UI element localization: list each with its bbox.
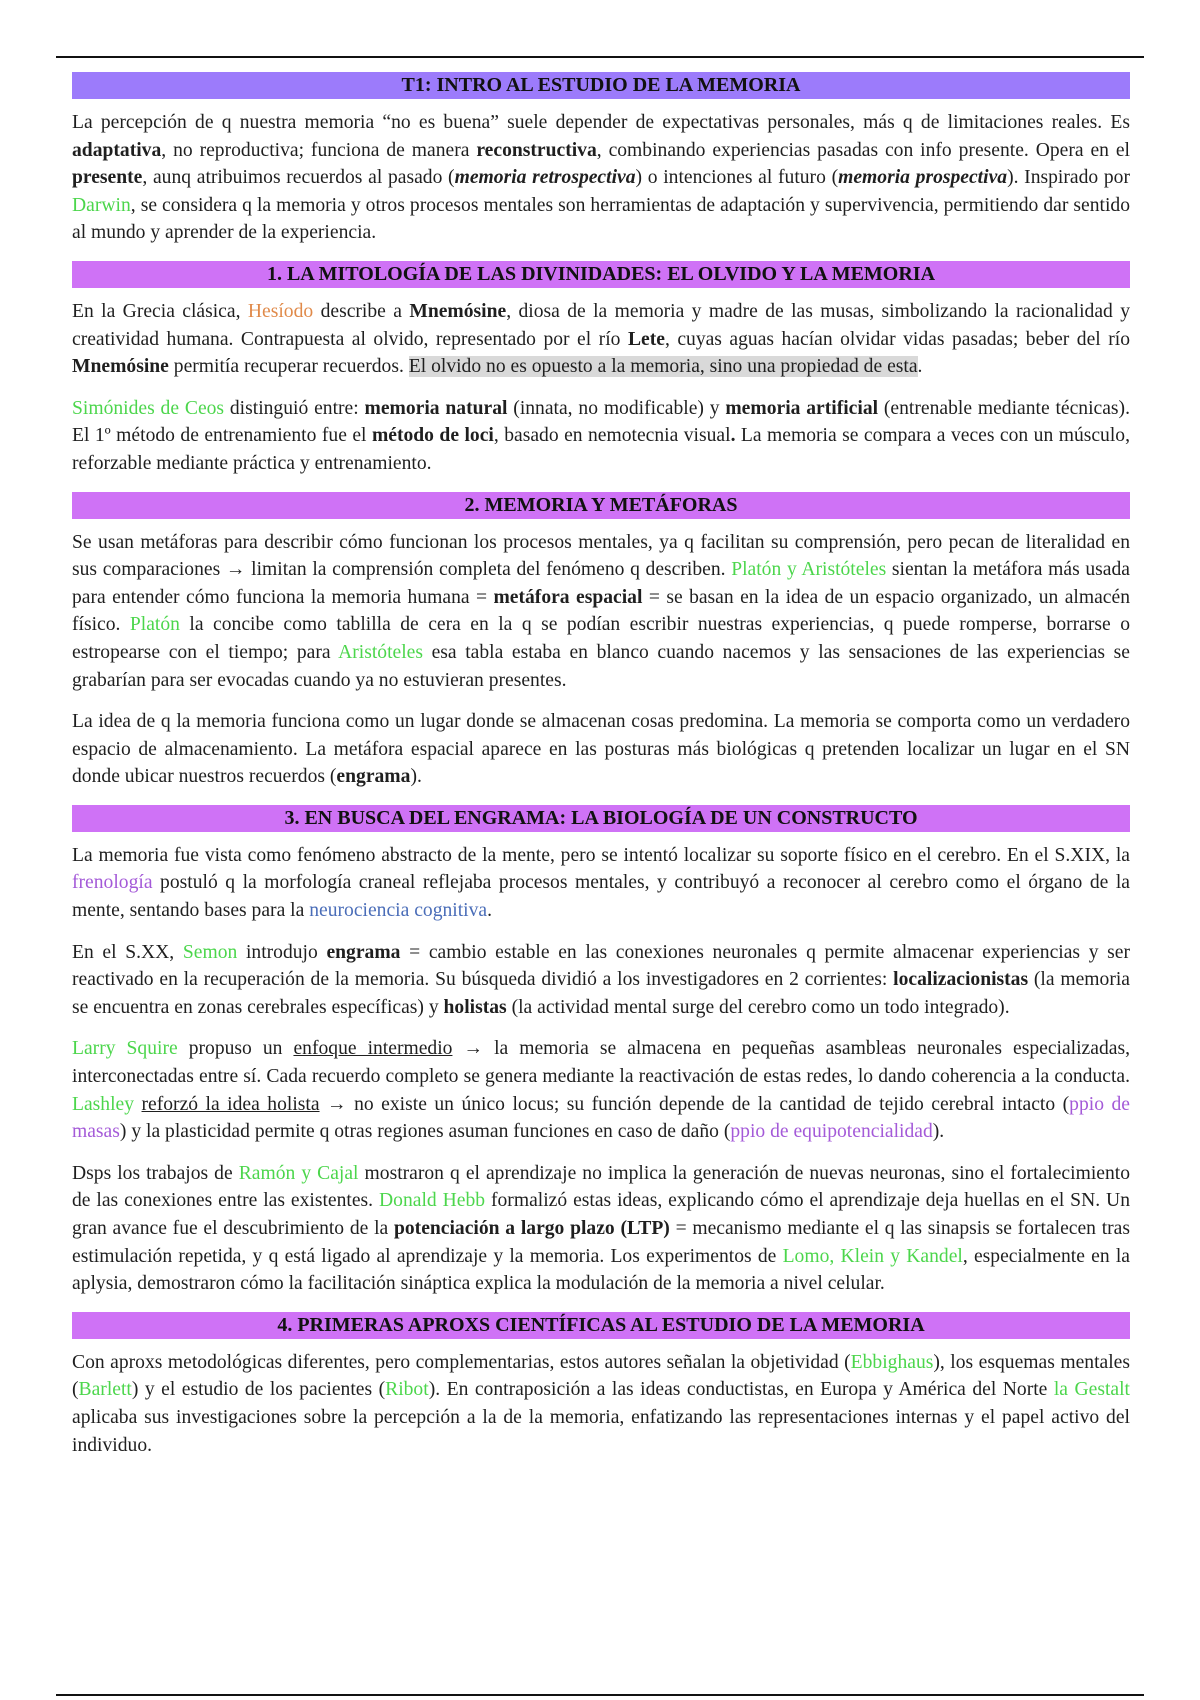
concept-ppio-masas: ppio de masas <box>72 1093 1130 1143</box>
intro-paragraph: La percepción de q nuestra memoria “no es buena” suele depender de expectativas personales, más q de limitaciones reales. Es adaptativa, no reproductiva; funciona de manera reconstructiva, combinando experiencias pasadas con info presente. Opera en el presente, aunq atribuimos recuerdos al pasado (memoria retrospectiva) o intenciones al futuro (memoria prospectiva). Inspirado por Darwin, se considera q la memoria y otros procesos mentales son herramientas de adaptación y supervivencia, permitiendo dar sentido al mundo y aprender de la experiencia. <box>72 112 1130 244</box>
name-aristoteles: Aristóteles <box>338 641 423 663</box>
section-2-paragraph-1: Se usan metáforas para describir cómo funcionan los procesos mentales, ya q facilitan su comprensión, pero pecan de literalidad en sus comparaciones → limitan la comprensión completa del fenómeno q describen. Platón y Aristóteles sientan la metáfora más usada para entender cómo funciona la memoria humana = metáfora espacial = se basan en la idea de un espacio organizado, un almacén físico. Platón la concibe como tablilla de cera en la q se podían escribir nuestras experiencias, q puede romperse, borrarse o estropearse con el tiempo; para Aristóteles esa tabla estaba en blanco cuando nacemos y las sensaciones de las experiencias se grabarían para ser evocadas cuando ya no estuvieran presentes. <box>72 531 1131 691</box>
name-bartlett: Barlett <box>78 1379 132 1401</box>
name-semon: Semon <box>182 941 238 963</box>
section-2-paragraph-2: La idea de q la memoria funciona como un lugar donde se almacenan cosas predomina. La memoria se comporta como un verdadero espacio de almacenamiento. La metáfora espacial aparece en las posturas más biológicas q pretenden localizar un lugar en el SN donde ubicar nuestros recuerdos (engrama). <box>72 711 1130 788</box>
concept-frenologia: frenología <box>72 872 153 894</box>
arrow-icon: → <box>463 1038 484 1060</box>
name-platon: Platón <box>129 614 180 636</box>
section-1-heading: 1. LA MITOLOGÍA DE LAS DIVINIDADES: EL OLVIDO Y LA MEMORIA <box>72 261 1130 288</box>
concept-ppio-equipotencialidad: ppio de equipotencialidad <box>730 1121 933 1143</box>
highlighted-sentence: El olvido no es opuesto a la memoria, sino una propiedad de esta <box>408 356 918 378</box>
name-simonides: Simónides de Ceos <box>72 397 225 419</box>
arrow-icon: → <box>225 559 246 581</box>
section-4-heading: 4. PRIMERAS APROXS CIENTÍFICAS AL ESTUDIO DE LA MEMORIA <box>72 1312 1130 1339</box>
name-darwin: Darwin <box>72 194 131 216</box>
concept-neurociencia: neurociencia cognitiva <box>309 900 488 922</box>
document-body <box>72 72 1130 1473</box>
section-3-paragraph-4: Dsps los trabajos de Ramón y Cajal mostraron q el aprendizaje no implica la generación de nuevas neuronas, sino el fortalecimiento de las conexiones entre las existentes. Donald Hebb formalizó estas ideas, explicando cómo el aprendizaje deja huellas en el SN. Un gran avance fue el descubrimiento de la potenciación a largo plazo (LTP) = mecanismo mediante el q las sinapsis se fortalecen tras estimulación repetida, y q está ligado al aprendizaje y la memoria. Los experimentos de Lomo, Klein y Kandel, especialmente en la aplysia, demostraron cómo la facilitación sináptica explica la modulación de la memoria a nivel celular. <box>72 1162 1131 1295</box>
section-3-paragraph-2: En el S.XX, Semon introdujo engrama = cambio estable en las conexiones neuronales q permite almacenar experiencias y ser reactivado en la recuperación de la memoria. Su búsqueda dividió a los investigadores en 2 corrientes: localizacionistas (la memoria se encuentra en zonas cerebrales específicas) y holistas (la actividad mental surge del cerebro como un todo integrado). <box>72 941 1130 1018</box>
section-3-heading: 3. EN BUSCA DEL ENGRAMA: LA BIOLOGÍA DE UN CONSTRUCTO <box>72 805 1130 832</box>
name-hebb: Donald Hebb <box>379 1190 486 1212</box>
name-ebbinghaus: Ebbighaus <box>850 1351 934 1373</box>
name-ribot: Ribot <box>385 1379 429 1401</box>
section-2-heading: 2. MEMORIA Y METÁFORAS <box>72 492 1130 519</box>
section-3-paragraph-1: La memoria fue vista como fenómeno abstracto de la mente, pero se intentó localizar su soporte físico en el cerebro. En el S.XIX, la frenología postuló q la morfología craneal reflejaba procesos mentales, y contribuyó a reconocer al cerebro como el órgano de la mente, sentando bases para la neurociencia cognitiva. <box>72 844 1130 922</box>
name-lomo-klein-kandel: Lomo, Klein y Kandel <box>782 1245 963 1267</box>
name-ramon-y-cajal: Ramón y Cajal <box>238 1162 359 1184</box>
arrow-icon: → <box>327 1093 347 1115</box>
name-gestalt: la Gestalt <box>1053 1379 1130 1401</box>
name-squire: Larry Squire <box>72 1038 178 1060</box>
section-3-paragraph-3: Larry Squire propuso un enfoque intermedio → la memoria se almacena en pequeñas asambleas neuronales especializadas, interconectadas entre sí. Cada recuerdo completo se genera mediante la reactivación de estas redes, lo dando coherencia a la conducta. Lashley reforzó la idea holista → no existe un único locus; su función depende de la cantidad de tejido cerebral intacto (ppio de masas) y la plasticidad permite q otras regiones asuman funciones en caso de daño (ppio de equipotencialidad). <box>72 1038 1130 1143</box>
top-rule <box>56 56 1144 58</box>
name-platon-aristoteles: Platón y Aristóteles <box>731 559 887 581</box>
section-1-paragraph-1: En la Grecia clásica, Hesíodo describe a Mnemósine, diosa de la memoria y madre de las musas, simbolizando la racionalidad y creatividad humana. Contrapuesta al olvido, representado por el río Lete, cuyas aguas hacían olvidar vidas pasadas; beber del río Mnemósine permitía recuperar recuerdos. El olvido no es opuesto a la memoria, sino una propiedad de esta. <box>72 300 1131 378</box>
section-4-paragraph-1: Con aproxs metodológicas diferentes, pero complementarias, estos autores señalan la objetividad (Ebbighaus), los esquemas mentales (Barlett) y el estudio de los pacientes (Ribot). En contraposición a las ideas conductistas, en Europa y América del Norte la Gestalt aplicaba sus investigaciones sobre la percepción a la de la memoria, enfatizando las representaciones internas y el papel activo del individuo. <box>72 1351 1130 1456</box>
page-title: T1: INTRO AL ESTUDIO DE LA MEMORIA <box>72 72 1130 99</box>
name-lashley: Lashley <box>72 1093 135 1115</box>
name-hesiodo: Hesíodo <box>247 300 314 322</box>
section-1-paragraph-2: Simónides de Ceos distinguió entre: memoria natural (innata, no modificable) y memoria artificial (entrenable mediante técnicas). El 1º método de entrenamiento fue el método de loci, basado en nemotecnia visual. La memoria se compara a veces con un músculo, reforzable mediante práctica y entrenamiento. <box>72 397 1130 474</box>
bottom-rule <box>56 1694 1144 1696</box>
